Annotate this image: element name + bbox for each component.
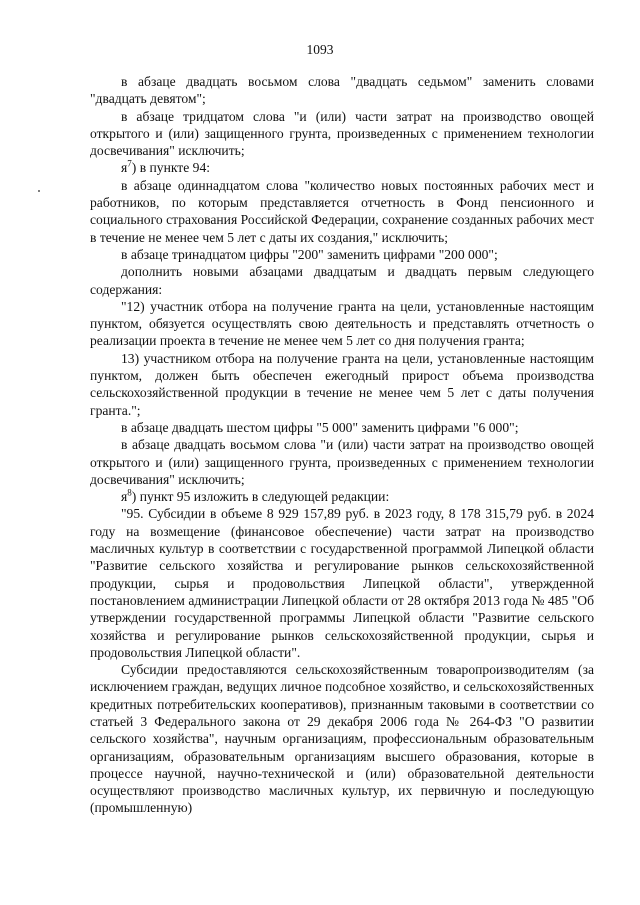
paragraph-2: в абзаце тридцатом слова "и (или) части затрат на производство овощей открытого и (или) защищенного грунта, произведенных с применением технологии досвечивания" исключить;: [90, 108, 594, 159]
paragraph-5: в абзаце тринадцатом цифры "200" заменить цифрами "200 000";: [121, 246, 498, 262]
page-number: 1093: [306, 42, 334, 57]
paragraph-10: в абзаце двадцать восьмом слова "и (или) части затрат на производство овощей открытого и (или) защищенного грунта, произведенных с применением технологии досвечивания" исключить;: [90, 437, 594, 487]
paragraph-8: 13) участником отбора на получение гранта на цели, установленные настоящим пунктом, должен быть обеспечен ежегодный прирост объема производства сельскохозяйственной продукции в течение не менее чем 5 лет с даты получения гранта.";: [90, 350, 594, 418]
paragraph-4: в абзаце одиннадцатом слова "количество новых постоянных рабочих мест и работников, по которым представляется отчетность в Фонд пенсионного и социального страхования Российской Федерации, сохранение созданных рабочих мест в течение не менее чем 5 лет с даты их создания," исключить;: [90, 177, 594, 245]
margin-mark: [38, 190, 40, 192]
document-body: [90, 73, 594, 817]
paragraph-3: $я^7$) в пункте 94:: [121, 158, 211, 176]
paragraph-9: в абзаце двадцать шестом цифры "5 000" заменить цифрами "6 000";: [121, 419, 519, 435]
paragraph-13: Субсидии предоставляются сельскохозяйственным товаропроизводителям (за исключением граждан, ведущих личное подсобное хозяйство, и сельскохозяйственных кредитных потребительских кооперативов), признанным таковыми в соответствии со статьей 3 Федерального закона от 29 декабря 2006 года № 264-ФЗ "О развитии сельского хозяйства", научным организациям, профессиональным образовательным организациям, образовательным организациям высшего образования, которые в процессе научной, научно-технической и (или) образовательной деятельности осуществляют производство масличных культур, их первичную и последующую (промышленную): [90, 662, 594, 816]
paragraph-11: $я^8$) пункт 95 изложить в следующей редакции:: [121, 487, 390, 505]
paragraph-1: в абзаце двадцать восьмом слова "двадцать седьмом" заменить словами "двадцать девятом";: [90, 74, 594, 107]
paragraph-6: дополнить новыми абзацами двадцатым и двадцать первым следующего содержания:: [90, 264, 594, 297]
paragraph-7: "12) участник отбора на получение гранта на цели, установленные настоящим пунктом, обязуется осуществлять свою деятельность и представлять отчетность о реализации проекта в течение не менее чем 5 лет со дня получения гранта;: [90, 298, 594, 349]
paragraph-12: "95. Субсидии в объеме 8 929 157,89 руб. в 2023 году, 8 178 315,79 руб. в 2024 году на возмещение (финансовое обеспечение) части затрат на производство масличных культур в соответствии с государственной программой Липецкой области "Развитие сельского хозяйства и регулирование рынков сельскохозяйственной продукции, сырья и продовольствия Липецкой области", утвержденной постановлением администрации Липецкой области от 28 октября 2013 года № 485 "Об утверждении государственной программы Липецкой области "Развитие сельского хозяйства и регулирование рынков сельскохозяйственной продукции, сырья и продовольствия Липецкой области".: [90, 506, 594, 660]
